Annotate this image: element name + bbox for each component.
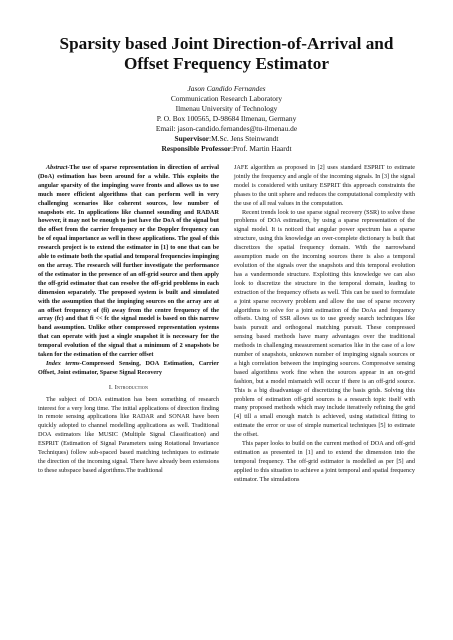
author-block	[38, 84, 415, 154]
section-heading-introduction: I. Introduction	[108, 383, 149, 391]
abstract-text: -The use of sparse representation in direction of arrival (DoA) estimation has been around for a while. This exploits the angular sparsity of the impinging wave fronts and allows us to use much more efficient algorithms that can perform well in very challenging scenarios like coherent sources, low number of snapshots etc. In applications like channel sounding and RADAR however, it may not be enough to just have the DoA of the signal but the offset from the carrier frequency or the Doppler frequency can be of equal importance as well in these applications. The goal of this research project is to extend the estimator in [1] to one that can be able to estimate both the spatial and temporal frequencies impinging on the array. The research will further investigate the performance of the estimator in the presence of an off-grid source and then apply the off-grid estimator that can resolve the off-grid problems in each dimension separately. The proposed system is built and simulated with the assumption that the impinging sources on the array are at an offset frequency of (fi) away from the centre frequency of the array (fc) and that fi << fc the signal model is based on this narrow band assumption. Unlike other compressed representation systems that can operate with just a single snapshot it is necessary for the temporal evolution of the signal that a minimum of 2 snapshots be taken for the estimation of the carrier offset	[38, 164, 219, 359]
author-address: P. O. Box 100565, D-98684 Ilmenau, Germany	[156, 114, 297, 123]
author-university: Ilmenau University of Technology	[175, 104, 278, 113]
right-column	[234, 164, 415, 485]
supervisor-label: Supervisor	[174, 134, 210, 143]
author-email: Email: jason-candido.fernandes@tu-ilmenau.de	[155, 124, 298, 133]
abstract-label: Abstract	[46, 164, 68, 171]
index-terms-label: Index terms	[46, 359, 80, 367]
professor-label: Responsible Professor	[161, 144, 231, 153]
index-terms-text: -Compressed Sensing, DOA Estimation, Carrier Offset, Joint estimator, Sparse Signal Recovery	[38, 359, 219, 376]
professor-name: :Prof. Martin Haardt	[230, 144, 292, 153]
right-paragraph-3: This paper looks to build on the current method of DOA and off-grid estimation as presented in [1] and to extend the dimension into the temporal frequency. The off-grid estimator is modelled as per [5] and applied to this situation to achieve a joint temporal and spatial frequency estimator. The simulations	[234, 440, 415, 483]
right-paragraph-1: JAFE algorithm as proposed in [2] uses standard ESPRIT to estimate jointly the frequency and angle of the incoming signals. In [3] the signal model is considered with unitary ESPRIT this approach constraints the phases to the unit sphere and reduces the computational complexity with the use of all real values in the computation.	[234, 164, 415, 207]
intro-paragraph-1: The subject of DOA estimation has been something of research interest for a very long time. The initial applications of direction finding in remote sensing applications like RADAR and SONAR have been quickly adopted to channel modelling applications as well. Traditional DOA estimators like MUSIC (Multiple Signal Classification) and ESPRIT (Estimation of Signal Parameters using Rotational Invariance Techniques) follow sub-spaced based matching techniques to estimate the direction of the incoming signal. There have already been extensions to these subspace based algorithms.The traditional	[38, 395, 219, 474]
supervisor-name: :M.Sc. Jens Steinwandt	[209, 134, 279, 143]
supervisor-line	[38, 134, 415, 144]
paper-title: Sparsity based Joint Direction-of-Arrival and Offset Frequency Estimator	[59, 34, 394, 73]
left-column	[38, 164, 219, 485]
author-name: Jason Candido Fernandes	[187, 84, 266, 93]
right-paragraph-2: Recent trends look to use sparse signal recovery (SSR) to solve these problems of DOA estimation, by using a sparse representation of the signal model. It is noticed that angular power spectrum has a sparse structure, using this knowledge an over-complete dictionary is built that discretizes the spatial frequency domain. With the narrowband assumption made on the incoming sources there is also a temporal evolution of the signals over the snapshots and this temporal evolution has a vandermonde structure. Exploiting this knowledge we can also look to discretize the structure in the temporal domain, leading to extraction of the frequency offsets as well. This can be used to formulate a joint sparse recovery problem and allow the use of sparse recovery algorithms to solve for a joint estimation of the DoAs and frequency offsets. Using of SSR allows us to use greedy search techniques like basis pursuit and orthogonal matching pursuit. These compressed sensing based methods have many advantages over the traditional methods in challenging measurement scenarios like in the case of a low number of snapshots, unknown number of impinging signals sources or a high correlation between the impinging sources. Compressive sensing based algorithms work fine when the sources appear in an on-grid fashion, but a model mismatch will occur if there is an off-grid source. This is a big disadvantage of discretizing the basis grids. Solving this problem of estimation off-grid sources is a research topic itself with many proposed methods which may include iteratively refining the grid [4] till a small enough match is achieved, using statistical fitting to estimate the error or use of simple numerical techniques [5] to estimate the offset.	[234, 208, 415, 439]
index-terms	[38, 360, 219, 378]
two-column-body	[38, 164, 415, 485]
professor-line	[38, 144, 415, 154]
abstract	[38, 164, 219, 360]
author-lab: Communication Research Laboratory	[170, 94, 283, 103]
